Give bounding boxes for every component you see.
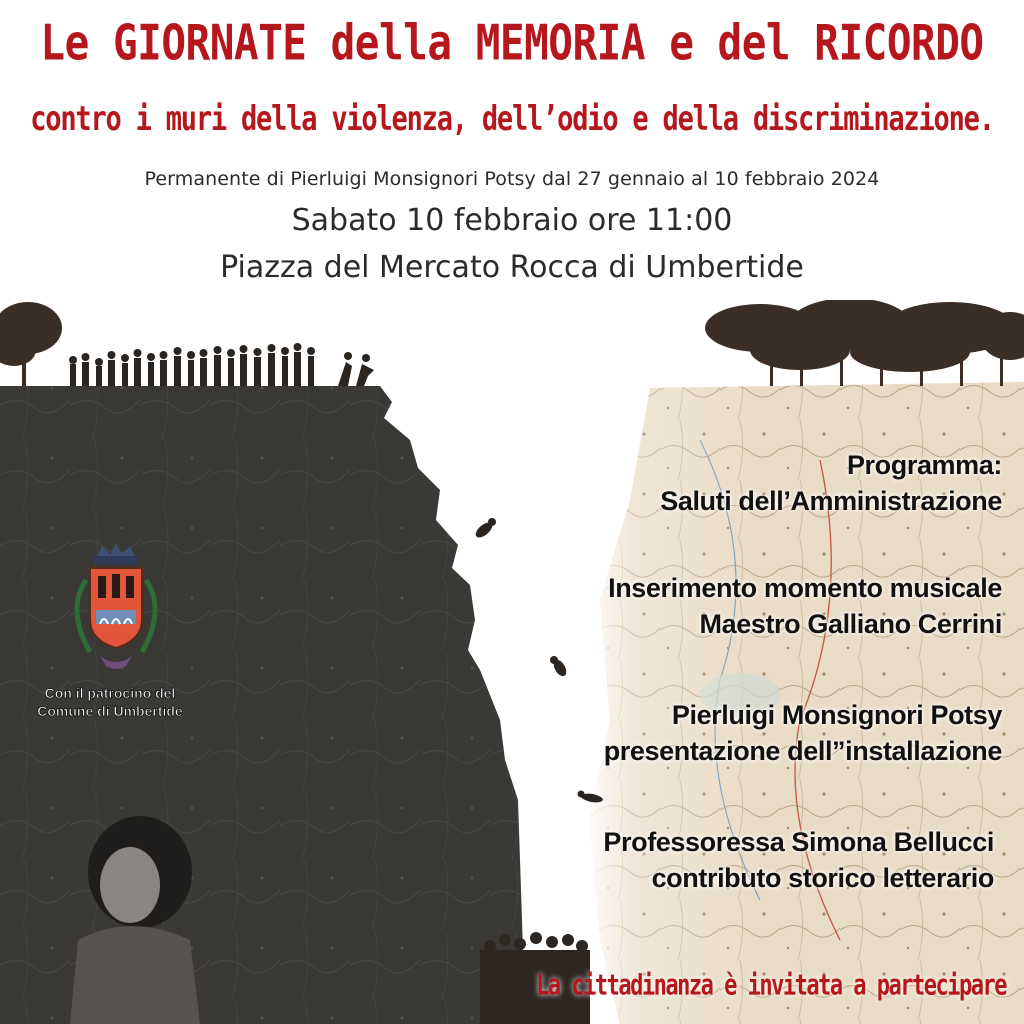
patronage-line-2: Comune di Umbertide bbox=[37, 703, 183, 719]
programme-item-artist: Pierluigi Monsignori Potsy bbox=[671, 700, 1002, 730]
programme-item-artist-detail: presentazione dell”installazione bbox=[603, 736, 1002, 766]
programme-heading: Programma: bbox=[846, 450, 1002, 480]
programme-block-1 bbox=[660, 447, 1002, 519]
tree-icon bbox=[0, 302, 62, 386]
event-place: Piazza del Mercato Rocca di Umbertide bbox=[220, 250, 804, 285]
invitation-text: La cittadinanza è invitata a partecipare bbox=[536, 970, 1006, 1003]
patronage-text bbox=[10, 684, 210, 720]
programme-block-2 bbox=[608, 570, 1002, 642]
poster-subtitle: contro i muri della violenza, dell’odio e della discriminazione. bbox=[30, 100, 994, 139]
tree-line bbox=[705, 300, 1024, 386]
programme-item-music: Inserimento momento musicale bbox=[608, 573, 1002, 603]
event-date: Sabato 10 febbraio ore 11:00 bbox=[291, 203, 733, 238]
programme-item-greetings: Saluti dell’Amministrazione bbox=[660, 486, 1002, 516]
programme-item-professor: Professoressa Simona Bellucci bbox=[603, 827, 994, 857]
poster-title: Le GIORNATE della MEMORIA e del RICORDO bbox=[40, 14, 984, 72]
exhibition-period: Permanente di Pierluigi Monsignori Potsy dal 27 gennaio al 10 febbraio 2024 bbox=[144, 168, 880, 190]
programme-item-professor-detail: contributo storico letterario bbox=[651, 863, 994, 893]
programme-block-4 bbox=[603, 824, 994, 896]
coat-of-arms-icon bbox=[56, 540, 176, 680]
programme-block-3 bbox=[604, 697, 1002, 769]
crowd-silhouette-icon bbox=[69, 343, 374, 386]
patronage-line-1: Con il patrocino del bbox=[44, 685, 176, 701]
programme-item-music-detail: Maestro Galliano Cerrini bbox=[699, 609, 1002, 639]
